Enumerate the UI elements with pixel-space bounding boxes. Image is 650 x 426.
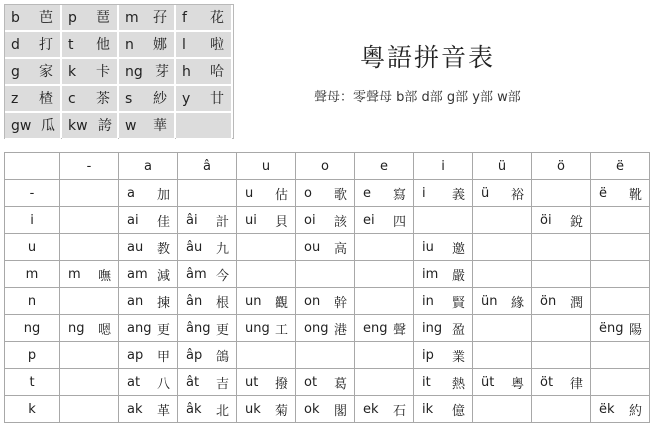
final-romanization: ë bbox=[599, 185, 607, 201]
final-character: 億 bbox=[452, 403, 466, 419]
initial-character: 華 bbox=[153, 118, 167, 134]
initial-cell bbox=[5, 5, 61, 31]
finals-cell bbox=[414, 234, 473, 261]
finals-column-header: â bbox=[178, 153, 237, 180]
finals-cell bbox=[119, 396, 178, 423]
finals-row-header: ng bbox=[5, 315, 60, 342]
final-romanization: ei bbox=[363, 212, 375, 228]
finals-cell bbox=[473, 369, 532, 396]
final-character: 賢 bbox=[452, 295, 466, 311]
finals-cell bbox=[473, 315, 532, 342]
initial-latin: kw bbox=[68, 118, 88, 134]
finals-cell bbox=[237, 180, 296, 207]
finals-cell bbox=[60, 315, 119, 342]
final-romanization: ak bbox=[127, 401, 143, 417]
initial-character: 娜 bbox=[153, 37, 167, 53]
initial-cell bbox=[62, 32, 118, 58]
final-character: 邀 bbox=[452, 241, 466, 257]
initial-latin: gw bbox=[11, 118, 32, 134]
final-romanization: oi bbox=[304, 212, 316, 228]
initial-cell bbox=[176, 32, 232, 58]
final-romanization: ou bbox=[304, 239, 321, 255]
finals-column-header: o bbox=[296, 153, 355, 180]
final-character: 港 bbox=[334, 322, 348, 338]
final-character: 緣 bbox=[511, 295, 525, 311]
initial-cell bbox=[176, 113, 232, 139]
initial-cell bbox=[5, 59, 61, 85]
final-character: 甲 bbox=[157, 349, 171, 365]
final-romanization: ik bbox=[422, 401, 434, 417]
final-romanization: öi bbox=[540, 212, 552, 228]
final-romanization: âk bbox=[186, 401, 202, 417]
finals-cell bbox=[591, 234, 650, 261]
finals-cell bbox=[296, 207, 355, 234]
finals-cell bbox=[237, 342, 296, 369]
final-romanization: am bbox=[127, 266, 148, 282]
final-character: 寫 bbox=[393, 187, 407, 203]
finals-row-header: u bbox=[5, 234, 60, 261]
finals-cell bbox=[60, 288, 119, 315]
finals-column-header: i bbox=[414, 153, 473, 180]
finals-cell bbox=[414, 396, 473, 423]
finals-cell bbox=[60, 180, 119, 207]
initial-latin: k bbox=[68, 64, 77, 80]
finals-cell bbox=[355, 180, 414, 207]
final-romanization: ön bbox=[540, 293, 557, 309]
initial-cell bbox=[176, 59, 232, 85]
initial-character: 廿 bbox=[210, 91, 224, 107]
initials-row bbox=[5, 5, 233, 32]
finals-cell bbox=[532, 369, 591, 396]
finals-cell bbox=[60, 261, 119, 288]
finals-cell bbox=[414, 315, 473, 342]
finals-row bbox=[5, 315, 650, 342]
finals-cell bbox=[178, 261, 237, 288]
final-romanization: an bbox=[127, 293, 144, 309]
final-character: 貝 bbox=[275, 214, 289, 230]
final-romanization: i bbox=[422, 185, 426, 201]
finals-cell bbox=[178, 342, 237, 369]
final-character: 估 bbox=[275, 187, 289, 203]
final-romanization: âng bbox=[186, 320, 211, 336]
initial-character: 芽 bbox=[155, 64, 169, 80]
final-character: 四 bbox=[393, 214, 407, 230]
finals-cell bbox=[119, 180, 178, 207]
finals-column-header: ö bbox=[532, 153, 591, 180]
finals-cell bbox=[237, 288, 296, 315]
initial-latin: b bbox=[11, 10, 20, 26]
final-character: 律 bbox=[570, 376, 584, 392]
final-character: 盈 bbox=[452, 322, 466, 338]
initial-latin: t bbox=[68, 37, 74, 53]
final-romanization: it bbox=[422, 374, 431, 390]
final-character: 菊 bbox=[275, 403, 289, 419]
finals-cell bbox=[178, 315, 237, 342]
final-romanization: a bbox=[127, 185, 135, 201]
finals-cell bbox=[296, 396, 355, 423]
final-character: 計 bbox=[216, 214, 230, 230]
initial-character: 紗 bbox=[153, 91, 167, 107]
final-character: 石 bbox=[393, 403, 407, 419]
finals-cell bbox=[591, 396, 650, 423]
finals-cell bbox=[296, 261, 355, 288]
finals-cell bbox=[414, 342, 473, 369]
final-character: 粵 bbox=[511, 376, 525, 392]
finals-cell bbox=[119, 369, 178, 396]
final-character: 革 bbox=[157, 403, 171, 419]
initial-character: 他 bbox=[96, 37, 110, 53]
finals-cell bbox=[237, 261, 296, 288]
finals-cell bbox=[178, 369, 237, 396]
finals-cell bbox=[532, 180, 591, 207]
initial-character: 誇 bbox=[98, 118, 112, 134]
final-romanization: ëk bbox=[599, 401, 615, 417]
final-romanization: at bbox=[127, 374, 141, 390]
final-romanization: ot bbox=[304, 374, 318, 390]
finals-cell bbox=[414, 180, 473, 207]
finals-cell bbox=[296, 369, 355, 396]
finals-cell bbox=[355, 288, 414, 315]
initial-latin: f bbox=[182, 10, 187, 26]
initial-character: 茶 bbox=[96, 91, 110, 107]
finals-cell bbox=[532, 342, 591, 369]
final-character: 葛 bbox=[334, 376, 348, 392]
finals-cell bbox=[532, 207, 591, 234]
final-character: 加 bbox=[157, 187, 171, 203]
initial-latin: z bbox=[11, 91, 19, 107]
initials-subtitle: 聲母：零聲母 b部 d部 g部 y部 w部 bbox=[314, 90, 521, 105]
final-character: 義 bbox=[452, 187, 466, 203]
initial-latin: m bbox=[125, 10, 139, 26]
finals-cell bbox=[591, 342, 650, 369]
finals-cell bbox=[355, 396, 414, 423]
finals-cell bbox=[119, 234, 178, 261]
final-character: 撥 bbox=[275, 376, 289, 392]
finals-row-header: p bbox=[5, 342, 60, 369]
initial-character: 啦 bbox=[210, 37, 224, 53]
final-romanization: im bbox=[422, 266, 439, 282]
initial-latin: d bbox=[11, 37, 20, 53]
finals-cell bbox=[591, 180, 650, 207]
finals-column-header: u bbox=[237, 153, 296, 180]
final-character: 揀 bbox=[157, 295, 171, 311]
final-character: 根 bbox=[216, 295, 230, 311]
finals-cell bbox=[532, 315, 591, 342]
initial-character: 哈 bbox=[210, 64, 224, 80]
finals-table bbox=[4, 152, 650, 423]
final-romanization: âu bbox=[186, 239, 203, 255]
initial-cell bbox=[119, 113, 175, 139]
finals-row bbox=[5, 342, 650, 369]
initial-latin: ng bbox=[125, 64, 143, 80]
final-romanization: ui bbox=[245, 212, 257, 228]
final-character: 閣 bbox=[334, 403, 348, 419]
finals-cell bbox=[414, 261, 473, 288]
final-character: 該 bbox=[334, 214, 348, 230]
finals-column-header: - bbox=[60, 153, 119, 180]
initial-cell bbox=[119, 59, 175, 85]
initial-cell bbox=[62, 59, 118, 85]
finals-cell bbox=[355, 315, 414, 342]
final-character: 觀 bbox=[275, 295, 289, 311]
finals-column-header: e bbox=[355, 153, 414, 180]
final-romanization: on bbox=[304, 293, 321, 309]
initials-row bbox=[5, 59, 233, 86]
initial-character: 孖 bbox=[153, 10, 167, 26]
finals-row bbox=[5, 396, 650, 423]
final-romanization: ü bbox=[481, 185, 490, 201]
finals-cell bbox=[355, 207, 414, 234]
initial-character: 琶 bbox=[96, 10, 110, 26]
final-character: 嗯 bbox=[98, 322, 112, 338]
final-romanization: o bbox=[304, 185, 312, 201]
final-romanization: ut bbox=[245, 374, 259, 390]
final-romanization: u bbox=[245, 185, 254, 201]
finals-cell bbox=[532, 288, 591, 315]
initials-row bbox=[5, 86, 233, 113]
final-romanization: in bbox=[422, 293, 434, 309]
finals-row-header: - bbox=[5, 180, 60, 207]
finals-cell bbox=[237, 369, 296, 396]
finals-cell bbox=[60, 207, 119, 234]
finals-cell bbox=[473, 207, 532, 234]
finals-cell bbox=[60, 396, 119, 423]
initial-character: 花 bbox=[210, 10, 224, 26]
finals-cell bbox=[473, 234, 532, 261]
finals-row bbox=[5, 261, 650, 288]
initial-cell bbox=[119, 32, 175, 58]
final-character: 減 bbox=[157, 268, 171, 284]
finals-cell bbox=[237, 234, 296, 261]
finals-cell bbox=[591, 315, 650, 342]
initial-character: 楂 bbox=[39, 91, 53, 107]
initial-cell bbox=[119, 5, 175, 31]
final-romanization: ng bbox=[68, 320, 85, 336]
finals-cell bbox=[178, 234, 237, 261]
final-romanization: âi bbox=[186, 212, 198, 228]
initials-grid bbox=[4, 4, 234, 139]
finals-cell bbox=[414, 207, 473, 234]
final-romanization: m bbox=[68, 266, 81, 282]
initial-cell bbox=[5, 32, 61, 58]
finals-cell bbox=[119, 288, 178, 315]
final-character: 高 bbox=[334, 241, 348, 257]
finals-cell bbox=[532, 396, 591, 423]
final-character: 鴿 bbox=[216, 349, 230, 365]
finals-row bbox=[5, 234, 650, 261]
final-character: 更 bbox=[216, 322, 230, 338]
final-romanization: ong bbox=[304, 320, 329, 336]
finals-cell bbox=[355, 342, 414, 369]
final-character: 北 bbox=[216, 403, 230, 419]
final-character: 教 bbox=[157, 241, 171, 257]
finals-cell bbox=[355, 234, 414, 261]
finals-cell bbox=[532, 234, 591, 261]
finals-cell bbox=[60, 342, 119, 369]
final-character: 九 bbox=[216, 241, 230, 257]
finals-cell bbox=[119, 261, 178, 288]
finals-cell bbox=[355, 261, 414, 288]
finals-cell bbox=[591, 207, 650, 234]
final-romanization: âp bbox=[186, 347, 203, 363]
final-character: 業 bbox=[452, 349, 466, 365]
final-romanization: üt bbox=[481, 374, 495, 390]
final-romanization: ân bbox=[186, 293, 203, 309]
finals-cell bbox=[296, 342, 355, 369]
finals-row bbox=[5, 288, 650, 315]
finals-cell bbox=[355, 369, 414, 396]
final-character: 聲 bbox=[393, 322, 407, 338]
final-romanization: un bbox=[245, 293, 262, 309]
final-character: 嚴 bbox=[452, 268, 466, 284]
final-character: 八 bbox=[157, 376, 171, 392]
finals-cell bbox=[178, 396, 237, 423]
finals-cell bbox=[414, 369, 473, 396]
finals-cell bbox=[473, 396, 532, 423]
final-character: 銳 bbox=[570, 214, 584, 230]
final-character: 陽 bbox=[629, 322, 643, 338]
initial-latin: s bbox=[125, 91, 133, 107]
final-romanization: iu bbox=[422, 239, 434, 255]
finals-header-row bbox=[5, 153, 650, 180]
page-title: 粵語拼音表 bbox=[360, 43, 496, 72]
final-character: 工 bbox=[275, 322, 289, 338]
finals-cell bbox=[178, 207, 237, 234]
initial-latin: w bbox=[125, 118, 137, 134]
finals-cell bbox=[296, 180, 355, 207]
initial-cell bbox=[5, 113, 61, 139]
finals-cell bbox=[237, 315, 296, 342]
final-character: 更 bbox=[157, 322, 171, 338]
final-romanization: ok bbox=[304, 401, 320, 417]
initial-character: 家 bbox=[39, 64, 53, 80]
final-romanization: ing bbox=[422, 320, 443, 336]
finals-row-header: i bbox=[5, 207, 60, 234]
final-character: 嘸 bbox=[98, 268, 112, 284]
finals-cell bbox=[119, 207, 178, 234]
final-character: 約 bbox=[629, 403, 643, 419]
final-character: 歌 bbox=[334, 187, 348, 203]
finals-column-header: ë bbox=[591, 153, 650, 180]
final-romanization: ât bbox=[186, 374, 200, 390]
finals-cell bbox=[414, 288, 473, 315]
finals-cell bbox=[296, 315, 355, 342]
finals-cell bbox=[60, 234, 119, 261]
finals-cell bbox=[296, 288, 355, 315]
initial-cell bbox=[119, 86, 175, 112]
initials-row bbox=[5, 32, 233, 59]
finals-cell bbox=[119, 342, 178, 369]
final-romanization: eng bbox=[363, 320, 388, 336]
finals-cell bbox=[473, 342, 532, 369]
final-romanization: âm bbox=[186, 266, 207, 282]
final-romanization: uk bbox=[245, 401, 261, 417]
final-character: 裕 bbox=[511, 187, 525, 203]
initial-character: 芭 bbox=[39, 10, 53, 26]
finals-row bbox=[5, 180, 650, 207]
initial-latin: p bbox=[68, 10, 77, 26]
final-romanization: e bbox=[363, 185, 371, 201]
finals-cell bbox=[237, 396, 296, 423]
final-character: 靴 bbox=[629, 187, 643, 203]
finals-column-header: a bbox=[119, 153, 178, 180]
finals-cell bbox=[473, 288, 532, 315]
finals-cell bbox=[178, 288, 237, 315]
finals-row-header: t bbox=[5, 369, 60, 396]
finals-row-header: m bbox=[5, 261, 60, 288]
finals-cell bbox=[237, 207, 296, 234]
finals-cell bbox=[591, 369, 650, 396]
final-character: 今 bbox=[216, 268, 230, 284]
final-romanization: ëng bbox=[599, 320, 624, 336]
final-character: 幹 bbox=[334, 295, 348, 311]
finals-row-header: n bbox=[5, 288, 60, 315]
initials-row bbox=[5, 113, 233, 140]
final-romanization: ek bbox=[363, 401, 379, 417]
final-romanization: ün bbox=[481, 293, 498, 309]
initial-latin: h bbox=[182, 64, 191, 80]
final-romanization: ang bbox=[127, 320, 152, 336]
initial-cell bbox=[176, 5, 232, 31]
final-character: 熱 bbox=[452, 376, 466, 392]
finals-row-header: k bbox=[5, 396, 60, 423]
initial-cell bbox=[62, 86, 118, 112]
finals-cell bbox=[296, 234, 355, 261]
final-character: 吉 bbox=[216, 376, 230, 392]
initial-character: 卡 bbox=[96, 64, 110, 80]
initial-cell bbox=[176, 86, 232, 112]
initial-cell bbox=[62, 5, 118, 31]
finals-row bbox=[5, 369, 650, 396]
finals-cell bbox=[591, 261, 650, 288]
initial-latin: y bbox=[182, 91, 191, 107]
final-romanization: ung bbox=[245, 320, 270, 336]
final-romanization: ai bbox=[127, 212, 139, 228]
initial-latin: g bbox=[11, 64, 20, 80]
initial-latin: c bbox=[68, 91, 76, 107]
initial-character: 打 bbox=[39, 37, 53, 53]
initial-latin: l bbox=[182, 37, 186, 53]
final-romanization: ap bbox=[127, 347, 144, 363]
final-romanization: öt bbox=[540, 374, 554, 390]
final-character: 潤 bbox=[570, 295, 584, 311]
finals-cell bbox=[60, 369, 119, 396]
final-romanization: ip bbox=[422, 347, 434, 363]
final-romanization: au bbox=[127, 239, 144, 255]
initial-character: 瓜 bbox=[41, 118, 55, 134]
finals-cell bbox=[532, 261, 591, 288]
finals-column-header bbox=[5, 153, 60, 180]
finals-cell bbox=[119, 315, 178, 342]
finals-cell bbox=[591, 288, 650, 315]
finals-row bbox=[5, 207, 650, 234]
initial-latin: n bbox=[125, 37, 134, 53]
finals-cell bbox=[473, 180, 532, 207]
initial-cell bbox=[62, 113, 118, 139]
finals-cell bbox=[473, 261, 532, 288]
final-character: 佳 bbox=[157, 214, 171, 230]
finals-column-header: ü bbox=[473, 153, 532, 180]
initial-cell bbox=[5, 86, 61, 112]
finals-cell bbox=[178, 180, 237, 207]
